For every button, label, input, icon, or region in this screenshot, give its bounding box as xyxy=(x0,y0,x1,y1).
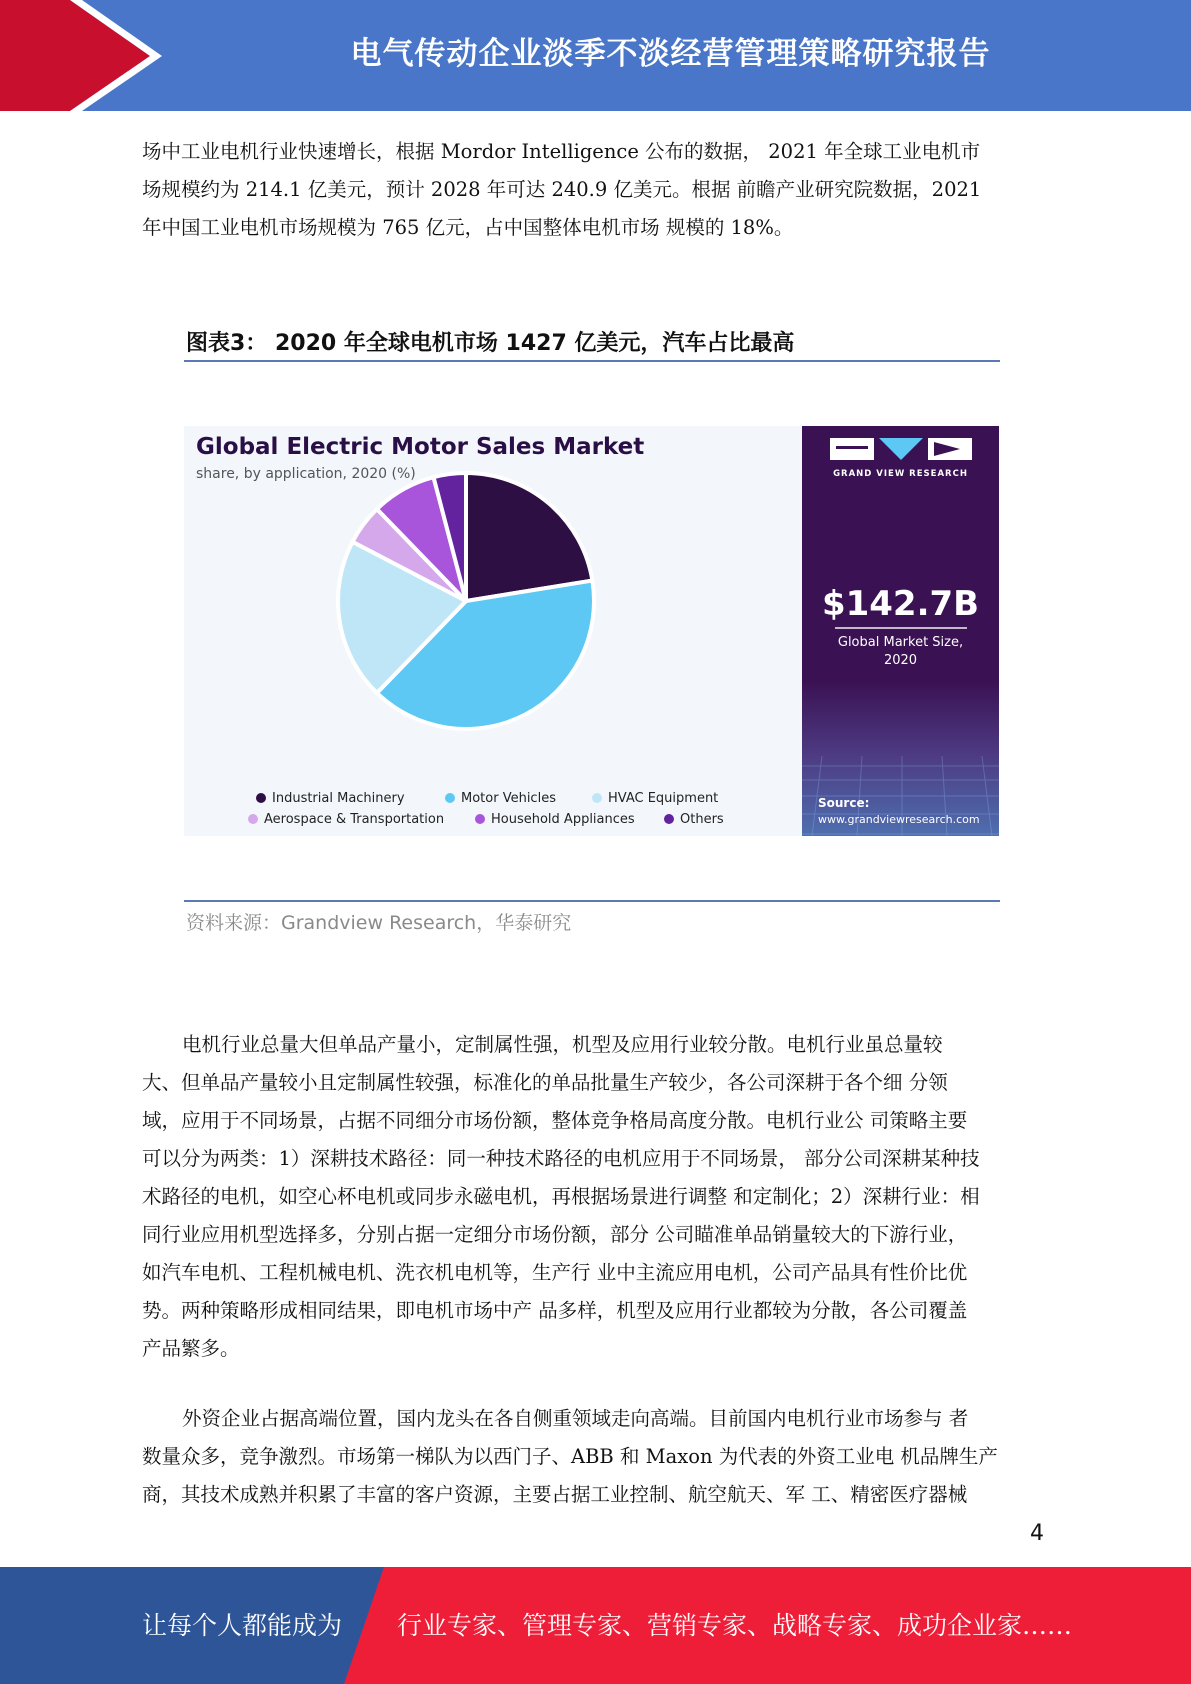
report-title: 电气传动企业淡季不淡经营管理策略研究报告 xyxy=(350,36,991,72)
text-line: 如汽车电机、工程机械电机、洗衣机电机等，生产行 业中主流应用电机，公司产品具有性价比优 xyxy=(142,1261,968,1284)
footer-slogan-right: 行业专家、管理专家、营销专家、战略专家、成功企业家…… xyxy=(397,1611,1073,1640)
figure-source-note: 资料来源：Grandview Research，华泰研究 xyxy=(186,912,572,934)
figure-title-rule xyxy=(184,360,1000,362)
figure-bottom-rule xyxy=(184,900,1000,902)
pie-chart xyxy=(184,426,802,836)
legend-swatch xyxy=(256,793,266,803)
figure-title: 图表3： 2020 年全球电机市场 1427 亿美元，汽车占比最高 xyxy=(186,331,795,356)
legend-item xyxy=(592,791,718,806)
legend-swatch xyxy=(592,793,602,803)
paragraph-industry-structure xyxy=(142,1026,1047,1368)
text-line: 外资企业占据高端位置，国内龙头在各自侧重领域走向高端。目前国内电机行业市场参与 者 xyxy=(182,1407,969,1430)
legend-label: Aerospace & Transportation xyxy=(264,812,445,827)
pie-chart-panel xyxy=(184,426,802,836)
legend-label: Household Appliances xyxy=(491,812,635,827)
text-line: 可以分为两类：1）深耕技术路径：同一种技术路径的电机应用于不同场景， 部分公司深耕某种技 xyxy=(142,1147,980,1170)
text-line: 年中国工业电机市场规模为 765 亿元，占中国整体电机市场 规模的 18%。 xyxy=(142,216,794,239)
text-line: 势。两种策略形成相同结果，即电机市场中产 品多样，机型及应用行业都较为分散，各公司覆盖 xyxy=(142,1299,968,1322)
legend-label: HVAC Equipment xyxy=(608,791,719,806)
legend-item xyxy=(445,791,556,806)
legend-item xyxy=(256,791,405,806)
legend-label: Industrial Machinery xyxy=(272,791,405,806)
paragraph-market-growth xyxy=(142,133,1047,247)
text-line: 产品繁多。 xyxy=(142,1337,240,1360)
legend-label: Motor Vehicles xyxy=(461,791,556,806)
text-line: 术路径的电机，如空心杯电机或同步永磁电机，再根据场景进行调整 和定制化；2）深耕行业：相 xyxy=(142,1185,980,1208)
chart-subtitle: share, by application, 2020 (%) xyxy=(196,466,416,482)
page-number: 4 xyxy=(1030,1521,1044,1546)
grand-view-research-logo xyxy=(802,434,999,474)
panel-source-url: www.grandviewresearch.com xyxy=(818,813,980,826)
report-footer xyxy=(0,1567,1191,1684)
text-line: 场规模约为 214.1 亿美元，预计 2028 年可达 240.9 亿美元。根据 前瞻产业研究院数据，2021 xyxy=(142,178,982,201)
chart-title: Global Electric Motor Sales Market xyxy=(196,434,645,460)
market-size-value: $142.7B xyxy=(821,584,980,624)
legend-swatch xyxy=(248,814,258,824)
legend-swatch xyxy=(664,814,674,824)
legend-item xyxy=(475,812,635,827)
text-line: 电机行业总量大但单品产量小，定制属性强，机型及应用行业较分散。电机行业虽总量较 xyxy=(182,1033,943,1056)
logo-brand-text: GRAND VIEW RESEARCH xyxy=(833,469,968,479)
legend-swatch xyxy=(445,793,455,803)
legend-label: Others xyxy=(680,812,724,827)
market-size-panel xyxy=(802,426,999,836)
text-line: 大、但单品产量较小且定制属性较强，标准化的单品批量生产较少，各公司深耕于各个细 分领 xyxy=(142,1071,948,1094)
text-line: 数量众多，竞争激烈。市场第一梯队为以西门子、ABB 和 Maxon 为代表的外资工业电 机品牌生产 xyxy=(142,1445,998,1468)
text-line: 同行业应用机型选择多，分别占据一定细分市场份额，部分 公司瞄准单品销量较大的下游行业， xyxy=(142,1223,968,1246)
text-line: 场中工业电机行业快速增长，根据 Mordor Intelligence 公布的数据， 2021 年全球工业电机市 xyxy=(142,140,981,163)
legend-item xyxy=(248,812,444,827)
text-line: 域，应用于不同场景，占据不同细分市场份额，整体竞争格局高度分散。电机行业公 司策略主要 xyxy=(142,1109,968,1132)
legend-item xyxy=(664,812,724,827)
market-size-caption xyxy=(802,634,999,670)
panel-source-label: Source: xyxy=(818,796,870,810)
paragraph-foreign-companies xyxy=(142,1400,1047,1514)
legend-swatch xyxy=(475,814,485,824)
report-header xyxy=(0,0,1191,111)
footer-slogan-left: 让每个人都能成为 xyxy=(142,1611,343,1640)
text-line: 商，其技术成熟并积累了丰富的客户资源，主要占据工业控制、航空航天、军 工、精密医疗器械 xyxy=(142,1483,968,1506)
market-size-divider xyxy=(835,627,967,629)
market-size-caption-line: 2020 xyxy=(883,653,918,668)
market-size-caption-line: Global Market Size, xyxy=(837,635,964,650)
